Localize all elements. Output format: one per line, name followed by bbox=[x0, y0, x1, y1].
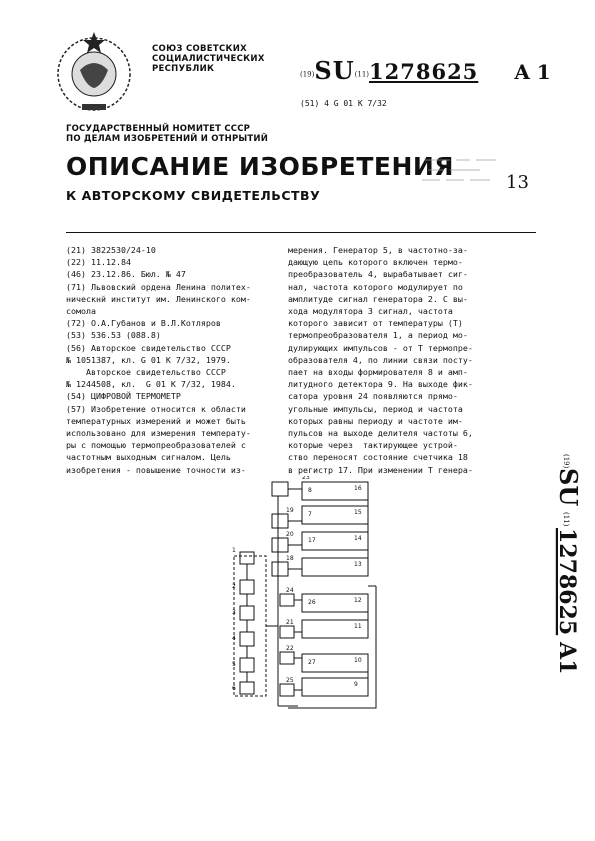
text-line: № 1244508, кл. G 01 K 7/32, 1984. bbox=[66, 379, 236, 390]
diagram-label: 15 bbox=[354, 509, 362, 516]
library-stamp bbox=[420, 154, 500, 190]
text-line: которых равны периоду и частоте им- bbox=[288, 415, 463, 426]
committee-name bbox=[66, 124, 268, 144]
diagram-label: 13 bbox=[354, 561, 362, 568]
inid-code-51: (51) 4 bbox=[300, 99, 329, 108]
text-line: образователя 4, по линии связи посту- bbox=[288, 354, 473, 365]
text-line: (22) 11.12.84 bbox=[66, 257, 131, 268]
text-line: пульсов на выходе делителя частоты 6, bbox=[288, 428, 473, 439]
text-line: в регистр 17. При изменении Т генера- bbox=[288, 464, 473, 475]
diagram-label: 19 bbox=[286, 507, 294, 514]
inid-code-11: (11) bbox=[354, 70, 370, 79]
ussr-emblem bbox=[52, 30, 136, 114]
block-25 bbox=[280, 684, 294, 696]
org-line: СОЦИАЛИСТИЧЕСКИХ bbox=[152, 54, 265, 64]
text-line: (46) 23.12.86. Бюл. № 47 bbox=[66, 269, 186, 280]
diagram-label: 22 bbox=[286, 645, 294, 652]
block-24 bbox=[280, 652, 294, 664]
diagram-label: 4 bbox=[232, 635, 236, 642]
diagram-label: 26 bbox=[308, 599, 316, 606]
text-line: пает на входы формирователя 8 и амп- bbox=[288, 367, 468, 378]
register-block bbox=[302, 678, 368, 696]
diagram-label: 11 bbox=[354, 623, 362, 630]
diagram-label: 14 bbox=[354, 535, 362, 542]
block-1 bbox=[240, 552, 254, 564]
text-line: сатора уровня 24 появляются прямо- bbox=[288, 391, 458, 402]
country-code: SU bbox=[314, 56, 355, 85]
diagram-label: 25 bbox=[286, 677, 294, 684]
text-line: (21) 3822530/24-10 bbox=[66, 245, 156, 255]
text-line: (53) 536.53 (088.8) bbox=[66, 330, 161, 341]
bibliographic-column bbox=[66, 244, 284, 476]
side-number: 1278625 bbox=[554, 528, 580, 636]
circuit-diagram bbox=[228, 476, 388, 716]
text-line: дающую цепь которого включен термо- bbox=[288, 257, 463, 268]
text-line: хода модулятора 3 сигнал, частота bbox=[288, 306, 453, 317]
diagram-label: 18 bbox=[286, 555, 294, 562]
side-patent-label bbox=[520, 450, 590, 740]
text-line: изобретения - повышение точности из- bbox=[66, 464, 246, 475]
side-code-19: (19) bbox=[562, 454, 570, 469]
text-line: дулирующих импульсов - от Т термопре- bbox=[288, 342, 473, 353]
diagram-label: 20 bbox=[286, 531, 294, 538]
stamp-number: 13 bbox=[506, 172, 529, 193]
diagram-label: 12 bbox=[354, 597, 362, 604]
text-line: (54) ЦИФРОВОЙ ТЕРМОМЕТР bbox=[66, 391, 181, 402]
text-line: (56) Авторское свидетельство СССР bbox=[66, 342, 231, 353]
text-line: которого зависит от температуры (Т) bbox=[288, 318, 463, 329]
diagram-label: 2 bbox=[232, 583, 236, 590]
text-line: температурных измерений и может быть bbox=[66, 415, 246, 426]
block-20 bbox=[272, 538, 288, 552]
text-line: преобразователь 4, вырабатывает сиг- bbox=[288, 269, 468, 280]
ipc-value: G 01 K 7/32 bbox=[333, 99, 387, 108]
text-line: (72) О.А.Губанов и В.Л.Котляров bbox=[66, 318, 221, 329]
text-line: угольные импульсы, период и частота bbox=[288, 403, 463, 414]
diagram-label: 5 bbox=[232, 661, 236, 668]
text-line: сомола bbox=[66, 306, 96, 317]
patent-number: 1278625 bbox=[369, 59, 479, 84]
block-23 bbox=[272, 482, 288, 496]
text-line: литудного детектора 9. На выходе фик- bbox=[288, 379, 473, 390]
text-line: № 1051387, кл. G 01 K 7/32, 1979. bbox=[66, 354, 231, 365]
committee-line: ПО ДЕЛАМ ИЗОБРЕТЕНИЙ И ОТНРЫТИЙ bbox=[66, 134, 269, 144]
side-code-11: (11) bbox=[562, 512, 570, 527]
document-title: ОПИСАНИЕ ИЗОБРЕТЕНИЯ bbox=[66, 152, 455, 181]
block-2 bbox=[240, 580, 254, 594]
block-19 bbox=[272, 514, 288, 528]
document-subtitle: К АВТОРСКОМУ СВИДЕТЕЛЬСТВУ bbox=[66, 188, 321, 203]
diagram-label: 17 bbox=[308, 537, 316, 544]
inid-code-19: (19) bbox=[300, 70, 315, 79]
text-line: амплитуде сигнал генератора 2. С вы- bbox=[288, 293, 468, 304]
diagram-label: 7 bbox=[308, 511, 312, 518]
diagram-label: 27 bbox=[308, 659, 316, 666]
text-line: ры с помощью термопреобразователей с bbox=[66, 440, 246, 451]
side-country: SU bbox=[554, 468, 583, 507]
text-line: частотным выходным сигналом. Цель bbox=[66, 452, 231, 463]
sensor-block-outline bbox=[234, 556, 266, 696]
organization-name bbox=[152, 44, 265, 74]
text-line: мерения. Генератор 5, в частотно-за- bbox=[288, 245, 468, 255]
diagram-label: 9 bbox=[354, 681, 358, 688]
diagram-label: 24 bbox=[286, 587, 294, 594]
org-line: РЕСПУБЛИК bbox=[152, 64, 215, 74]
text-line: (57) Изобретение относится к области bbox=[66, 403, 246, 414]
committee-line: ГОСУДАРСТВЕННЫЙ НОМИТЕТ СССР bbox=[66, 124, 251, 134]
patent-kind: A 1 bbox=[514, 60, 551, 84]
patent-number-block bbox=[300, 56, 551, 85]
text-line: Авторское свидетельство СССР bbox=[66, 367, 226, 378]
block-21 bbox=[280, 594, 294, 606]
block-6 bbox=[240, 682, 254, 694]
ipc-classification bbox=[300, 99, 387, 108]
diagram-label: 3 bbox=[232, 609, 236, 616]
block-4 bbox=[240, 632, 254, 646]
diagram-label: 1 bbox=[232, 547, 236, 554]
diagram-label: 6 bbox=[232, 685, 236, 692]
block-22 bbox=[280, 626, 294, 638]
diagram-label: 21 bbox=[286, 619, 294, 626]
block-5 bbox=[240, 658, 254, 672]
block-3 bbox=[240, 606, 254, 620]
header-divider bbox=[66, 232, 536, 233]
text-line: которые через тактирующее устрой- bbox=[288, 440, 458, 451]
block-18 bbox=[272, 562, 288, 576]
text-line: использовано для измерения температу- bbox=[66, 428, 251, 439]
org-line: СОЮЗ СОВЕТСКИХ bbox=[152, 44, 248, 54]
diagram-label: 16 bbox=[354, 485, 362, 492]
diagram-label: 10 bbox=[354, 657, 362, 664]
diagram-label: 23 bbox=[302, 476, 310, 481]
text-line: термопреобразователя 1, а период мо- bbox=[288, 330, 468, 341]
side-kind: A1 bbox=[554, 642, 580, 675]
text-line: ство переносят состояние счетчика 18 bbox=[288, 452, 468, 463]
text-line: нал, частота которого модулирует по bbox=[288, 281, 463, 292]
diagram-label: 8 bbox=[308, 487, 312, 494]
text-line: (71) Львовский ордена Ленина политех- bbox=[66, 281, 251, 292]
text-line: ническнй институт им. Ленинского ком- bbox=[66, 293, 251, 304]
abstract-column bbox=[288, 244, 528, 476]
